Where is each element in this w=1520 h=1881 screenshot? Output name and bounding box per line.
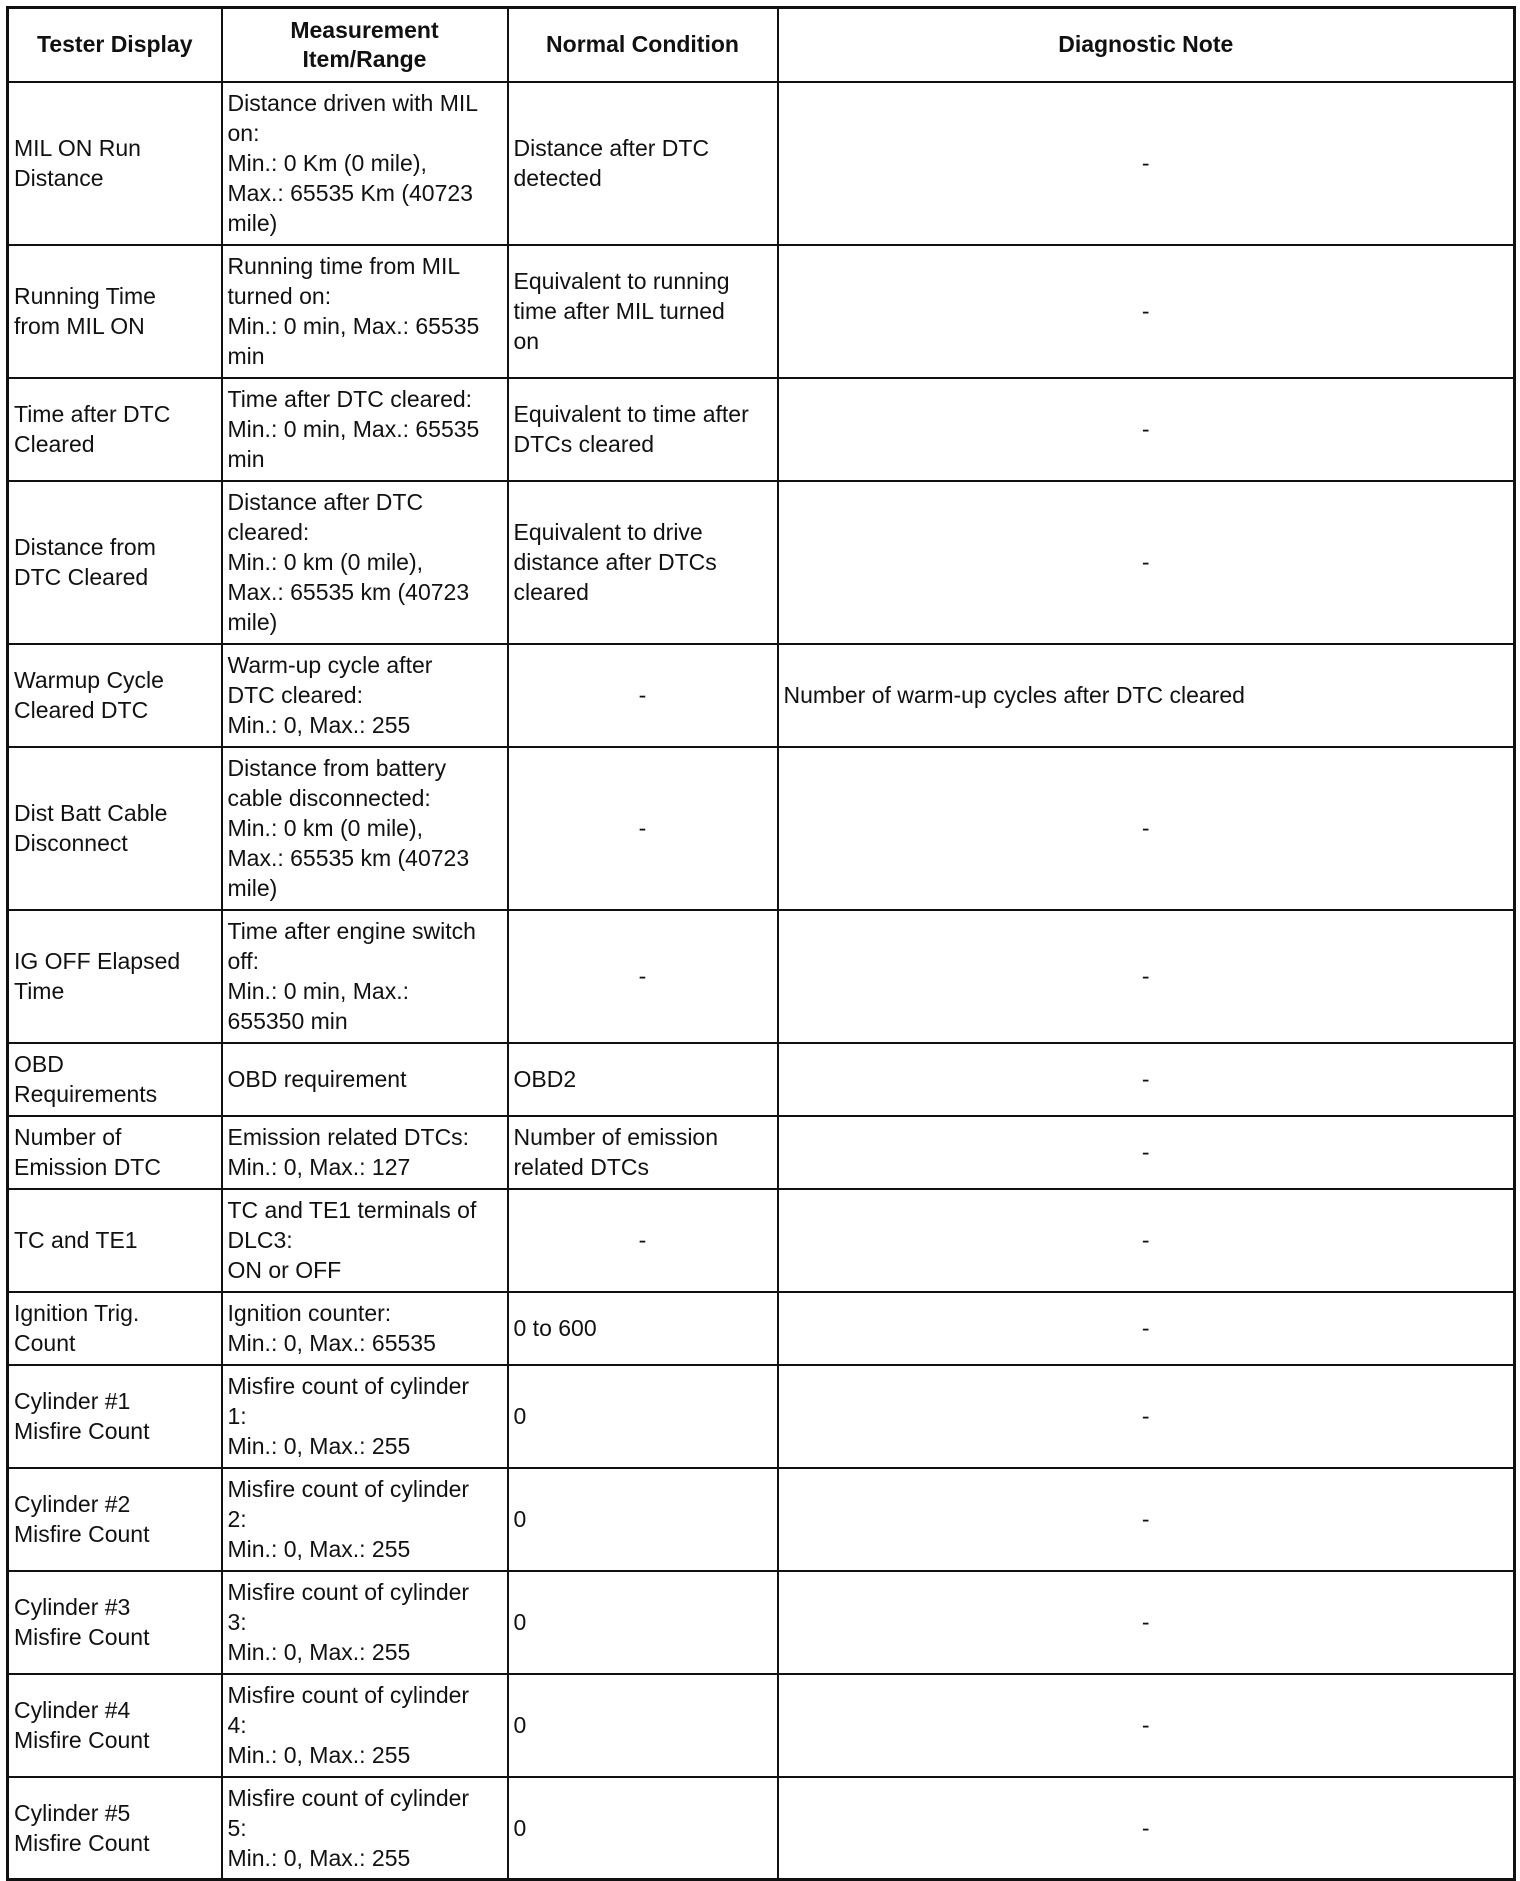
table-row: [8, 82, 1515, 245]
measurement-cell: Misfire count of cylinder 1: Min.: 0, Max.: 255: [222, 1365, 508, 1468]
normal-condition-cell: -: [508, 1189, 778, 1292]
diagnostic-data-table: [6, 6, 1516, 1881]
measurement-cell: Ignition counter: Min.: 0, Max.: 65535: [222, 1292, 508, 1365]
normal-condition-cell: Equivalent to time after DTCs cleared: [508, 378, 778, 481]
normal-condition-cell: Number of emission related DTCs: [508, 1116, 778, 1189]
tester-display-cell: Cylinder #5 Misfire Count: [8, 1777, 222, 1880]
normal-condition-cell: -: [508, 644, 778, 747]
diagnostic-note-cell: -: [778, 1571, 1515, 1674]
measurement-cell: Warm-up cycle after DTC cleared: Min.: 0, Max.: 255: [222, 644, 508, 747]
measurement-cell: OBD requirement: [222, 1043, 508, 1116]
diagnostic-note-cell: -: [778, 1365, 1515, 1468]
table-row: [8, 245, 1515, 378]
header-measurement-item-range: Measurement Item/Range: [222, 8, 508, 82]
measurement-cell: Emission related DTCs: Min.: 0, Max.: 127: [222, 1116, 508, 1189]
diagnostic-note-cell: -: [778, 1043, 1515, 1116]
tester-display-cell: Dist Batt Cable Disconnect: [8, 747, 222, 910]
diagnostic-note-cell: -: [778, 1468, 1515, 1571]
tester-display-cell: Warmup Cycle Cleared DTC: [8, 644, 222, 747]
table-row: [8, 1571, 1515, 1674]
diagnostic-note-cell: -: [778, 1674, 1515, 1777]
table-header-row: [8, 8, 1515, 82]
tester-display-cell: TC and TE1: [8, 1189, 222, 1292]
table-row: [8, 378, 1515, 481]
diagnostic-note-cell: -: [778, 481, 1515, 644]
normal-condition-cell: Equivalent to running time after MIL turned on: [508, 245, 778, 378]
diagnostic-note-cell: -: [778, 1116, 1515, 1189]
header-tester-display: Tester Display: [8, 8, 222, 82]
diagnostic-note-cell: -: [778, 245, 1515, 378]
measurement-cell: Misfire count of cylinder 4: Min.: 0, Max.: 255: [222, 1674, 508, 1777]
tester-display-cell: Distance from DTC Cleared: [8, 481, 222, 644]
table-row: [8, 1365, 1515, 1468]
measurement-cell: Misfire count of cylinder 3: Min.: 0, Max.: 255: [222, 1571, 508, 1674]
normal-condition-cell: -: [508, 747, 778, 910]
tester-display-cell: Cylinder #1 Misfire Count: [8, 1365, 222, 1468]
table-row: [8, 481, 1515, 644]
measurement-cell: TC and TE1 terminals of DLC3: ON or OFF: [222, 1189, 508, 1292]
tester-display-cell: Running Time from MIL ON: [8, 245, 222, 378]
diagnostic-note-cell: -: [778, 1292, 1515, 1365]
tester-display-cell: Cylinder #2 Misfire Count: [8, 1468, 222, 1571]
table-row: [8, 910, 1515, 1043]
measurement-cell: Misfire count of cylinder 2: Min.: 0, Max.: 255: [222, 1468, 508, 1571]
tester-display-cell: Cylinder #4 Misfire Count: [8, 1674, 222, 1777]
diagnostic-note-cell: -: [778, 82, 1515, 245]
table-row: [8, 1116, 1515, 1189]
tester-display-cell: IG OFF Elapsed Time: [8, 910, 222, 1043]
normal-condition-cell: 0: [508, 1777, 778, 1880]
measurement-cell: Time after DTC cleared: Min.: 0 min, Max.: 65535 min: [222, 378, 508, 481]
table-row: [8, 1468, 1515, 1571]
tester-display-cell: Cylinder #3 Misfire Count: [8, 1571, 222, 1674]
normal-condition-cell: Distance after DTC detected: [508, 82, 778, 245]
table-row: [8, 1189, 1515, 1292]
table-row: [8, 747, 1515, 910]
measurement-cell: Distance driven with MIL on: Min.: 0 Km (0 mile), Max.: 65535 Km (40723 mile): [222, 82, 508, 245]
normal-condition-cell: OBD2: [508, 1043, 778, 1116]
diagnostic-note-cell: -: [778, 1777, 1515, 1880]
tester-display-cell: MIL ON Run Distance: [8, 82, 222, 245]
normal-condition-cell: 0: [508, 1365, 778, 1468]
measurement-cell: Misfire count of cylinder 5: Min.: 0, Max.: 255: [222, 1777, 508, 1880]
diagnostic-note-cell: Number of warm-up cycles after DTC cleared: [778, 644, 1515, 747]
tester-display-cell: Number of Emission DTC: [8, 1116, 222, 1189]
normal-condition-cell: 0: [508, 1468, 778, 1571]
table-row: [8, 1674, 1515, 1777]
diagnostic-note-cell: -: [778, 747, 1515, 910]
tester-display-cell: Time after DTC Cleared: [8, 378, 222, 481]
tester-display-cell: Ignition Trig. Count: [8, 1292, 222, 1365]
measurement-cell: Time after engine switch off: Min.: 0 min, Max.: 655350 min: [222, 910, 508, 1043]
normal-condition-cell: 0 to 600: [508, 1292, 778, 1365]
table-row: [8, 1043, 1515, 1116]
header-diagnostic-note: Diagnostic Note: [778, 8, 1515, 82]
normal-condition-cell: 0: [508, 1674, 778, 1777]
table-row: [8, 644, 1515, 747]
measurement-cell: Running time from MIL turned on: Min.: 0 min, Max.: 65535 min: [222, 245, 508, 378]
tester-display-cell: OBD Requirements: [8, 1043, 222, 1116]
normal-condition-cell: 0: [508, 1571, 778, 1674]
header-normal-condition: Normal Condition: [508, 8, 778, 82]
normal-condition-cell: -: [508, 910, 778, 1043]
table-row: [8, 1777, 1515, 1880]
diagnostic-note-cell: -: [778, 910, 1515, 1043]
diagnostic-note-cell: -: [778, 1189, 1515, 1292]
normal-condition-cell: Equivalent to drive distance after DTCs cleared: [508, 481, 778, 644]
measurement-cell: Distance after DTC cleared: Min.: 0 km (0 mile), Max.: 65535 km (40723 mile): [222, 481, 508, 644]
measurement-cell: Distance from battery cable disconnected: Min.: 0 km (0 mile), Max.: 65535 km (40723 mile): [222, 747, 508, 910]
table-row: [8, 1292, 1515, 1365]
diagnostic-note-cell: -: [778, 378, 1515, 481]
